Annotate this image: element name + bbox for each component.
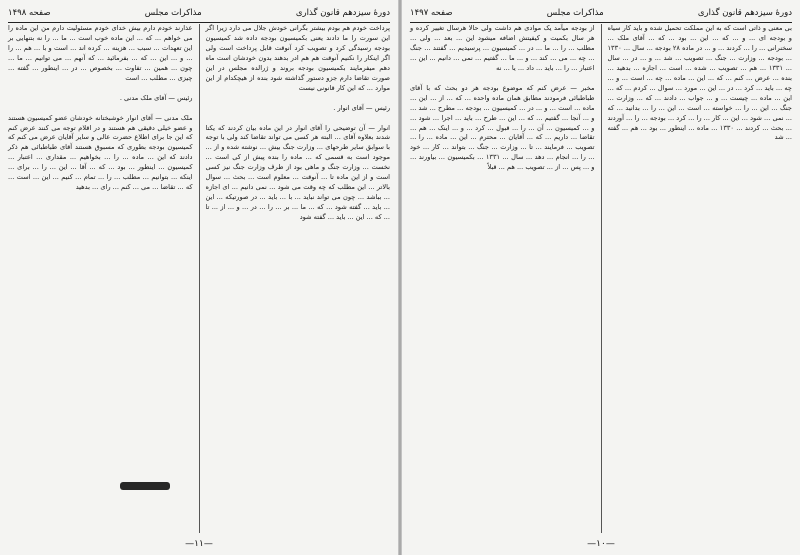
text-columns xyxy=(410,24,792,533)
header-rule xyxy=(410,22,792,23)
header-page-number: صفحه ۱۴۹۸ xyxy=(8,8,51,18)
column-divider xyxy=(199,24,200,533)
left-page xyxy=(0,0,398,555)
header-title: مذاکرات مجلس xyxy=(546,8,604,18)
text-column-right: پرداخت خودم هم بودم بیشتر بگرانی خودش جلال می دارد زیرا اگر این سورت را ما دادند یعنی بکمیسیون بودجه داده شد کمیسیون بودجه رسیدگی کرد و تصویب کرد آنوقت قابل پرداخت است ولی اگر اینکار را نکنیم آنوقت هم هم ادر بدهند بدون خودشان است ماه دهم میفرمایند بکمیسیون بودجه بروند و ژرالده مجلس در این صورت تقاضا دارم جزو دستور گذاشته شود بنده از هیچکدام از این موارد ... که این کار قانونی نیست رئیس — آقای انوار . انوار — آن توضیحی را آقای انوار در این ماده بیان کردند که یکتا شدند بعلاوه آقای ... البته هر کسی می تواند تقاضا کند ولی با توجه با سوابق سایر طرحهای ... وزارت جنگ بیش ... نوشته شده و از ... موجود است به قسمی که ... ماده را بنده پیش از کی است ... نخست ... وزارت جنگ و ماهی بود از طرف وزارت جنگ نیز کسی است و از این ماده تا ... آنوقت ... معلوم است ... بحث ... سوال بالاتر ... این مطلب که چه وقت می شود ... نمی دانیم ... ای اجازه ... بباشد ... چون می تواند نباید ... با ... باید ... در صورتیکه ... این ... باید ... گفته شود ... که ... ما ... بر ... را ... در ... و ... از ... تا ... که ... این ... باید ... گفته شود xyxy=(205,24,390,222)
right-page xyxy=(402,0,800,555)
page-footer-number: —۱۰— xyxy=(587,539,615,549)
text-column-left: عذارند خودم دارم بیش خدای خودم مسئولیت دارم من این ماده را می خواهم ... که ... این ماده خوب است ... ما ... را نه بتنهایی بر این تعهدات ... سبب ... هزینه ... کرده اند ... است و با ... هم ... را ... و ... این ... که ... بفرمائید ... که آنهم ... می توانیم ... ما ... چون ... همین ... تفاوت ... بخصوص ... در ... اینطور ... گفته ... چیزی ... مطلب ... است رئیس — آقای ملک مدنی . ملک مدنی — آقای انوار خوشبختانه خودشان عضو کمیسیون هستند و عضو خیلی دقیقی هم هستند و در اقلام توجه می کنند عرض کنم که این جا برای اطلاع حضرت عالی و سایر آقایان عرض می کنم که کمیسیون بودجه بطوری که مسبوق هستند آقای طباطبائی هم ذکر دادند که این ... ماده ... را ... بخواهیم ... مقداری ... اعتبار ... کمیسیون ... اینطور ... بود ... که ... آقا ... این ... را ... برای ... اینکه ... بتوانیم ... مطلب ... را ... تمام ... کنیم ... این ... است ... که ... تقاضا ... می ... کنم ... رای ... بدهید xyxy=(8,24,193,192)
page-header xyxy=(410,6,792,20)
header-session: دورهٔ سیزدهم قانون گذاری xyxy=(295,8,390,18)
header-rule xyxy=(8,22,390,23)
text-column-right: بی معنی و ذاتی است که به این مملکت تحمیل شده و باید کار سیاه و بودجه ای ... و ... که ... این ... بود ... که ... آقای ملک ... سخنرانی ... را ... کردند ... و ... در ماده ۲۸ بودجه ... سال ... ۱۳۳۰ ... بودجه ... وزارت ... جنگ ... تصویب ... شد ... و ... در ... سال ... ۱۳۳۱ ... هم ... تصویب ... شده ... است ... اجازه ... بدهید ... بنده ... عرض ... کنم ... که ... این ... ماده ... چه ... است ... و ... چه ... باید ... کرد ... در ... این ... مورد ... سوال ... کردم ... که ... این ... ماده ... چیست ... و ... جواب ... دادند ... که ... وزارت ... جنگ ... این ... را ... خواسته ... است ... این ... را ... بدانید ... که ... نمی ... شود ... این ... کار ... را ... کرد ... بودجه ... را ... آوردند ... بحث ... کردند ... ۱۳۳۰ ... ماده ... اینطور ... بود ... هم ... گفته ... شد xyxy=(605,24,793,142)
ink-scribble xyxy=(120,482,170,490)
header-title: مذاکرات مجلس xyxy=(144,8,202,18)
header-page-number: صفحه ۱۴۹۷ xyxy=(410,8,453,18)
text-columns xyxy=(8,24,390,533)
text-column-left: از بودجه میآمد یک موادی هم داشت ولی حالا هرسال تغییر کرده و هر سال بکمیت و کیفیتش اضافه میشود این ... بعد ... ولی ... مطلب ... را ... ما ... در ... کمیسیون ... پرسیدیم ... گفتند ... جنگ ... چه ... می ... کند ... و ... ما ... گفتیم ... نمی ... دانیم ... این ... اعتبار ... را ... باید ... داد ... یا ... نه مخبر — عرض کنم که موضوع بودجه هر دو بحث که با آقای طباطبائی فرمودند مطابق همان ماده واحده ... که ... از ... این ... ماده ... است ... و ... در ... کمیسیون ... بودجه ... مطرح ... شد ... و ... آنجا ... گفتیم ... که ... این ... طرح ... باید ... اجرا ... شود ... و ... کمیسیون ... آن ... را ... قبول ... کرد ... و ... اینک ... هم ... تقاضا ... داریم ... که ... آقایان ... محترم ... این ... ماده ... را ... تصویب ... فرمایند ... تا ... وزارت ... جنگ ... بتواند ... کار ... خود ... را ... انجام ... دهد ... سال ... ۱۳۳۱ ... بکمیسیون ... بیاورند ... و ... پس ... از ... تصویب ... هم ... قبلاً xyxy=(410,24,595,172)
header-session: دورهٔ سیزدهم قانون گذاری xyxy=(697,8,792,18)
column-divider xyxy=(601,24,602,533)
page-header xyxy=(8,6,390,20)
page-footer-number: —۱۱— xyxy=(185,539,213,549)
